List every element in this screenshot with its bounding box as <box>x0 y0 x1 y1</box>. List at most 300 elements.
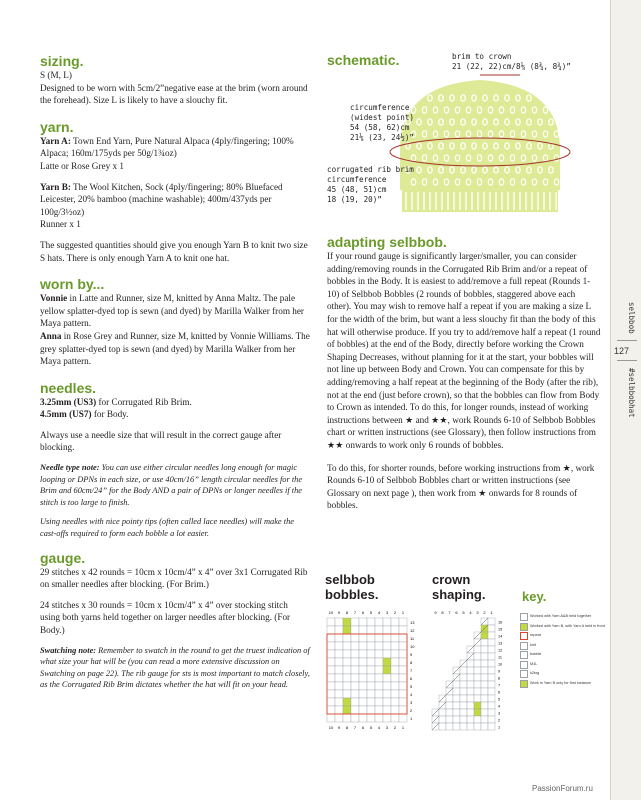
yarn-b-text: The Wool Kitchen, Sock (4ply/fingering; 80% Bluefaced Leicester, 20% bamboo (machine washable); 400m/437yds per 100g/3½oz) <box>40 181 283 217</box>
gauge-1: 29 stitches x 42 rounds = 10cm x 10cm/4” x 4” over 3x1 Corrugated Rib on smaller needles after blocking. (For Brim.) <box>40 566 308 590</box>
crown-cell <box>460 681 467 688</box>
crown-cell <box>488 632 495 639</box>
selbbob-cell <box>399 634 407 642</box>
yarn-a-text: Town End Yarn, Pure Natural Alpaca (4ply/fingering; 100% Alpaca; 160m/175yds per 50g/1¾oz) <box>40 135 294 159</box>
selbbob-cell <box>327 682 335 690</box>
selbbob-cell <box>367 714 375 722</box>
sizing-sizes: S (M, L) <box>40 70 72 80</box>
crown-cell <box>446 709 453 716</box>
selbbob-cell <box>335 634 343 642</box>
selbbob-cell <box>359 714 367 722</box>
crown-row-label: 1 <box>498 725 501 730</box>
selbbob-chart <box>325 608 423 730</box>
crown-cell <box>460 695 467 702</box>
crown-cell <box>488 639 495 646</box>
selbbob-cell <box>391 714 399 722</box>
selbbob-cell <box>375 634 383 642</box>
worn-by-1 <box>40 292 310 330</box>
needle-type-label: Needle type note: <box>40 463 100 473</box>
crown-cell <box>460 716 467 723</box>
key-label: bobble <box>530 652 542 656</box>
crown-cell <box>488 667 495 674</box>
crown-cell <box>460 688 467 695</box>
selbbob-cell <box>383 626 391 634</box>
gauge-heading: gauge. <box>40 549 86 566</box>
selbbob-cell <box>367 666 375 674</box>
sidebar-pattern-name: selbbob <box>627 302 636 334</box>
needle-2-size: 4.5mm (US7) <box>40 409 92 420</box>
selbbob-cell <box>383 682 391 690</box>
crown-row-label: 9 <box>498 669 501 674</box>
selbbob-cell <box>351 706 359 714</box>
key-label: M1L <box>530 661 538 666</box>
selbbob-row-label: 11 <box>410 636 415 641</box>
adapting-section <box>327 234 601 512</box>
crown-cell <box>488 625 495 632</box>
page-sidebar <box>610 0 641 800</box>
needles-note: Always use a needle size that will result in the correct gauge after blocking. <box>40 429 282 453</box>
selbbob-cell <box>399 626 407 634</box>
selbbob-cell <box>383 618 391 626</box>
selbbob-cell <box>327 698 335 706</box>
crown-row-label: 3 <box>498 711 501 716</box>
selbbob-col-label: 3 <box>385 725 389 730</box>
worn-by-2-name: Anna <box>40 330 62 341</box>
selbbob-cell <box>359 698 367 706</box>
selbbob-cell <box>391 698 399 706</box>
selbbob-cell <box>399 650 407 658</box>
selbbob-cell <box>383 634 391 642</box>
needle-type-text: You can use either circular needles long enough for magic looping or DPNs in each size, or use 40cm/16” length circular needles for the Brim and 60cm/24” for the Body AND a pair of DPNs or longer needles if the stitch is too large to finish. <box>40 463 303 507</box>
crown-cell <box>481 723 488 730</box>
selbbob-col-label: 8 <box>345 610 349 615</box>
crown-cell <box>474 681 481 688</box>
swatching-note <box>40 645 310 691</box>
crown-cell <box>453 723 460 730</box>
crown-col-label: 3 <box>476 610 479 615</box>
selbbob-col-label: 6 <box>361 725 365 730</box>
yarn-a-colors: Latte or Rose Grey x 1 <box>40 160 124 171</box>
crown-chart <box>430 608 514 738</box>
selbbob-cell <box>375 650 383 658</box>
worn-by-2 <box>40 330 310 368</box>
selbbob-row-label: 13 <box>410 620 415 625</box>
crown-cell <box>467 667 474 674</box>
selbbob-cell <box>343 626 351 634</box>
selbbob-cell <box>359 618 367 626</box>
selbbob-cell <box>327 626 335 634</box>
selbbob-row-label: 9 <box>410 652 413 657</box>
rib-dimension: corrugated rib brim circumference 45 (48, 51)cm 18 (19, 20)” <box>327 165 414 204</box>
crown-cell <box>474 646 481 653</box>
crown-row-label: 13 <box>498 641 503 646</box>
selbbob-cell <box>391 674 399 682</box>
selbbob-cell <box>327 650 335 658</box>
adapting-heading: adapting selbbob. <box>327 234 447 250</box>
selbbob-cell <box>335 674 343 682</box>
hat-dome <box>400 80 560 190</box>
selbbob-cell <box>351 682 359 690</box>
selbbob-cell <box>359 650 367 658</box>
selbbob-col-label: 10 <box>328 725 334 730</box>
crown-row-label: 11 <box>498 655 502 660</box>
crown-cell <box>488 674 495 681</box>
selbbob-cell <box>383 642 391 650</box>
selbbob-cell <box>327 658 335 666</box>
crown-col-label: 8 <box>441 610 444 615</box>
selbbob-cell <box>351 690 359 698</box>
selbbob-cell <box>343 690 351 698</box>
key-swatch <box>520 651 528 659</box>
selbbob-cell <box>367 674 375 682</box>
selbbob-cell <box>343 650 351 658</box>
selbbob-cell <box>391 682 399 690</box>
circumference-dimension: circumference (widest point) 54 (58, 62)cm 21⅛ (23, 24½)” <box>350 103 415 142</box>
crown-cell <box>467 660 474 667</box>
selbbob-cell <box>343 706 351 714</box>
crown-cell <box>474 653 481 660</box>
key-label: Worked with Yarn B, with Yarn A held in front <box>530 623 605 628</box>
selbbob-cell <box>375 658 383 666</box>
selbbob-cell <box>391 634 399 642</box>
crown-col-label: 7 <box>448 610 451 615</box>
crown-cell <box>439 709 446 716</box>
crown-cell <box>488 716 495 723</box>
selbbob-col-label: 2 <box>393 725 397 730</box>
crown-cell <box>488 709 495 716</box>
swatching-text: Remember to swatch in the round to get the truest indication of what size your hat will be (you can read a more extensive discussion on Swatching on page 22). The rib gauge for sts is most important to match closely, as the Corrugated Rib Brim dictates whether the hat will fit on your head. <box>40 645 310 690</box>
selbbob-cell <box>359 706 367 714</box>
crown-cell <box>474 695 481 702</box>
adapting-p1: If your round gauge is significantly larger/smaller, you can consider adding/removing rounds in the Corrugated Rib Brim and/or a repeat of bobbles in the Body. It is easiest to add/remove a full repeat (Rounds 1-10) of Selbbob Bobbles (2 rounds of bobbles, staggered above each other). You may wish to remove half a repeat if you are making a size L for the width of the brim, but want a less slouchy fit than the body of this hat will otherwise produce. If you try to add/remove half a repeat (1 round of bobbles) at the end of the Body, directly before working the Crown Shaping Decreases, without planning for it at the start, your bobbles will not line up between Body and Crown. You can compensate for this by adding/removing a half repeat at the beginning of the Body (after the rib), not at the end (just before crown), so that the bobbles can flow from Body to Crown as intended. To do this, for longer rounds, instead of working instructions between ★ and ★★, work Rounds 6-10 of Selbbob Bobbles chart or written instructions (see Glossary), then follow instructions from ★★ onwards to work only 6 rounds of bobbles. <box>327 251 601 450</box>
needle-2 <box>40 408 310 421</box>
crown-cell <box>488 702 495 709</box>
sidebar-divider-2 <box>617 360 637 361</box>
selbbob-cell <box>351 618 359 626</box>
crown-chart-title: crown shaping. <box>432 572 486 602</box>
crown-cell <box>481 653 488 660</box>
selbbob-chart-title: selbbob bobbles. <box>325 572 379 602</box>
key-swatch <box>520 670 528 678</box>
worn-by-heading: worn by... <box>40 276 105 293</box>
selbbob-col-label: 3 <box>385 610 389 615</box>
yarn-b-label: Yarn B: <box>40 181 71 192</box>
selbbob-cell <box>399 666 407 674</box>
selbbob-cell <box>359 690 367 698</box>
selbbob-row-label: 3 <box>410 700 413 705</box>
selbbob-cell <box>375 642 383 650</box>
selbbob-cell <box>399 618 407 626</box>
selbbob-cell <box>391 618 399 626</box>
selbbob-cell <box>367 618 375 626</box>
selbbob-cell <box>359 626 367 634</box>
selbbob-cell <box>351 666 359 674</box>
crown-row-label: 14 <box>498 634 503 639</box>
selbbob-cell <box>343 666 351 674</box>
swatching-label: Swatching note: <box>40 645 97 655</box>
selbbob-cell <box>391 650 399 658</box>
crown-cell <box>460 674 467 681</box>
key-swatch <box>520 623 528 631</box>
selbbob-cell <box>391 706 399 714</box>
selbbob-col-label: 7 <box>353 725 357 730</box>
selbbob-cell <box>359 642 367 650</box>
key-swatch <box>520 680 528 688</box>
selbbob-row-label: 1 <box>410 716 413 721</box>
selbbob-cell <box>383 690 391 698</box>
crown-row-label: 16 <box>498 620 503 625</box>
selbbob-cell <box>351 634 359 642</box>
selbbob-cell <box>383 706 391 714</box>
selbbob-cell <box>375 674 383 682</box>
crown-cell <box>467 681 474 688</box>
selbbob-cell <box>375 618 383 626</box>
crown-cell <box>474 674 481 681</box>
selbbob-cell <box>335 626 343 634</box>
crown-cell <box>481 709 488 716</box>
selbbob-cell <box>399 714 407 722</box>
selbbob-cell <box>359 634 367 642</box>
selbbob-cell <box>399 698 407 706</box>
yarn-heading: yarn. <box>40 118 74 135</box>
crown-cell <box>467 723 474 730</box>
selbbob-col-label: 10 <box>328 610 334 615</box>
crown-cell <box>474 702 481 709</box>
selbbob-row-label: 10 <box>410 644 415 649</box>
crown-cell <box>488 653 495 660</box>
selbbob-cell <box>367 642 375 650</box>
selbbob-cell <box>391 626 399 634</box>
selbbob-col-label: 1 <box>401 725 405 730</box>
selbbob-cell <box>399 658 407 666</box>
crown-cell <box>481 674 488 681</box>
selbbob-col-label: 5 <box>369 610 373 615</box>
selbbob-cell <box>359 658 367 666</box>
selbbob-cell <box>343 634 351 642</box>
selbbob-cell <box>351 626 359 634</box>
crown-cell <box>481 688 488 695</box>
selbbob-cell <box>327 674 335 682</box>
selbbob-cell <box>367 658 375 666</box>
selbbob-cell <box>327 666 335 674</box>
selbbob-cell <box>399 642 407 650</box>
key-swatch <box>520 632 528 640</box>
crown-cell <box>488 695 495 702</box>
crown-cell <box>474 660 481 667</box>
crown-cell <box>453 681 460 688</box>
selbbob-cell <box>351 714 359 722</box>
selbbob-cell <box>351 658 359 666</box>
selbbob-cell <box>383 698 391 706</box>
selbbob-col-label: 4 <box>377 725 381 730</box>
selbbob-row-label: 7 <box>410 668 413 673</box>
selbbob-cell <box>399 674 407 682</box>
selbbob-cell <box>391 642 399 650</box>
selbbob-cell <box>327 714 335 722</box>
sidebar-divider <box>617 340 637 341</box>
crown-cell <box>460 667 467 674</box>
selbbob-col-label: 9 <box>337 725 341 730</box>
crown-row-label: 15 <box>498 627 503 632</box>
crown-cell <box>481 716 488 723</box>
selbbob-col-label: 7 <box>353 610 357 615</box>
selbbob-cell <box>327 690 335 698</box>
crown-cell <box>453 688 460 695</box>
selbbob-cell <box>375 698 383 706</box>
crown-col-label: 6 <box>455 610 458 615</box>
selbbob-cell <box>343 698 351 706</box>
crown-col-label: 9 <box>434 610 437 615</box>
selbbob-cell <box>359 682 367 690</box>
crown-cell <box>446 723 453 730</box>
selbbob-cell <box>367 690 375 698</box>
crown-cell <box>488 688 495 695</box>
crown-col-label: 1 <box>490 610 493 615</box>
crown-cell <box>467 716 474 723</box>
crown-cell <box>474 688 481 695</box>
worn-by-1-name: Vonnie <box>40 293 68 304</box>
adapting-p2: To do this, for shorter rounds, before working instructions from ★, work Rounds 6-10 of Selbbob Bobbles chart or written instructions (see Glossary on next page ), then work from ★ onwards for 8 rounds of bobbles. <box>327 462 595 511</box>
selbbob-cell <box>391 666 399 674</box>
crown-cell <box>481 695 488 702</box>
selbbob-cell <box>383 714 391 722</box>
sidebar-hashtag: #selbbobhat <box>627 368 636 418</box>
selbbob-cell <box>375 626 383 634</box>
crown-cell <box>460 723 467 730</box>
selbbob-cell <box>399 706 407 714</box>
selbbob-row-label: 8 <box>410 660 413 665</box>
yarn-b-colors: Runner x 1 <box>40 219 81 230</box>
selbbob-cell <box>367 698 375 706</box>
selbbob-row-label: 12 <box>410 628 415 633</box>
selbbob-cell <box>375 706 383 714</box>
key-swatch <box>520 642 528 650</box>
selbbob-cell <box>359 674 367 682</box>
selbbob-cell <box>327 642 335 650</box>
sizing-desc: Designed to be worn with 5cm/2”negative ease at the brim (worn around the forehead). Size L is likely to have a slouchy fit. <box>40 82 308 106</box>
key-swatch <box>520 661 528 669</box>
crown-col-label: 4 <box>469 610 472 615</box>
page-number: 127 <box>614 346 630 356</box>
crown-cell <box>481 639 488 646</box>
crown-cell <box>474 716 481 723</box>
key-label: Work in Yarn B only for first instance <box>530 680 591 685</box>
crown-cell <box>467 702 474 709</box>
selbbob-col-label: 2 <box>393 610 397 615</box>
selbbob-cell <box>327 618 335 626</box>
key-swatch <box>520 613 528 621</box>
schematic-heading: schematic. <box>327 52 400 68</box>
selbbob-cell <box>383 666 391 674</box>
selbbob-cell <box>383 658 391 666</box>
crown-cell <box>453 716 460 723</box>
needle-type-note <box>40 462 310 508</box>
crown-dimension: brim to crown 21 (22, 22)cm/8⅛ (8¾, 8¾)” <box>452 52 571 71</box>
selbbob-cell <box>335 682 343 690</box>
selbbob-cell <box>335 658 343 666</box>
crown-cell <box>439 716 446 723</box>
selbbob-cell <box>335 642 343 650</box>
selbbob-cell <box>335 618 343 626</box>
key-title: key. <box>522 589 547 604</box>
selbbob-row-label: 6 <box>410 676 413 681</box>
crown-row-label: 12 <box>498 648 503 653</box>
selbbob-col-label: 8 <box>345 725 349 730</box>
selbbob-row-label: 2 <box>410 708 413 713</box>
yarn-b <box>40 181 310 219</box>
selbbob-cell <box>391 658 399 666</box>
hat-schematic <box>380 70 580 230</box>
selbbob-cell <box>335 714 343 722</box>
crown-cell <box>481 660 488 667</box>
selbbob-col-label: 1 <box>401 610 405 615</box>
selbbob-cell <box>375 682 383 690</box>
selbbob-cell <box>343 682 351 690</box>
selbbob-cell <box>335 698 343 706</box>
left-column <box>40 53 310 691</box>
crown-cell <box>460 709 467 716</box>
yarn-a-label: Yarn A: <box>40 135 71 146</box>
selbbob-cell <box>367 682 375 690</box>
selbbob-row-label: 5 <box>410 684 413 689</box>
crown-cell <box>467 695 474 702</box>
crown-cell <box>481 646 488 653</box>
crown-cell <box>446 695 453 702</box>
selbbob-cell <box>367 650 375 658</box>
crown-cell <box>439 723 446 730</box>
crown-row-label: 10 <box>498 662 503 667</box>
selbbob-cell <box>399 682 407 690</box>
needle-1 <box>40 396 310 409</box>
sizing-heading: sizing. <box>40 53 84 69</box>
selbbob-cell <box>351 698 359 706</box>
crown-cell <box>453 709 460 716</box>
selbbob-cell <box>391 690 399 698</box>
selbbob-cell <box>343 674 351 682</box>
gauge-2: 24 stitches x 30 rounds = 10cm x 10cm/4” x 4” over stocking stitch using both yarns held together on larger needles after blocking. (For Body.) <box>40 599 291 635</box>
worn-by-2-text: in Rose Grey and Runner, size M, knitted by Vonnie Williams. The grey splatter-dyed top is sewn (and dyed) by Marilla Walker from her Maya pattern. <box>40 330 310 367</box>
needle-1-text: for Corrugated Rib Brim. <box>96 396 192 407</box>
selbbob-cell <box>335 666 343 674</box>
crown-cell <box>467 688 474 695</box>
crown-cell <box>488 681 495 688</box>
needles-heading: needles. <box>40 379 97 396</box>
yarn-a <box>40 135 310 160</box>
crown-cell <box>474 709 481 716</box>
crown-cell <box>488 618 495 625</box>
selbbob-cell <box>367 706 375 714</box>
selbbob-cell <box>375 666 383 674</box>
crown-row-label: 6 <box>498 690 501 695</box>
selbbob-cell <box>367 634 375 642</box>
crown-cell <box>453 695 460 702</box>
crown-cell <box>453 702 460 709</box>
selbbob-cell <box>351 674 359 682</box>
selbbob-col-label: 6 <box>361 610 365 615</box>
key-label: Worked with Yarn A&B held together <box>530 614 592 618</box>
crown-cell <box>488 660 495 667</box>
crown-cell <box>467 674 474 681</box>
crown-cell <box>446 702 453 709</box>
selbbob-cell <box>383 674 391 682</box>
crown-row-label: 5 <box>498 697 501 702</box>
crown-cell <box>488 723 495 730</box>
crown-cell <box>474 667 481 674</box>
selbbob-cell <box>335 706 343 714</box>
crown-cell <box>481 702 488 709</box>
selbbob-cell <box>399 690 407 698</box>
selbbob-cell <box>359 666 367 674</box>
